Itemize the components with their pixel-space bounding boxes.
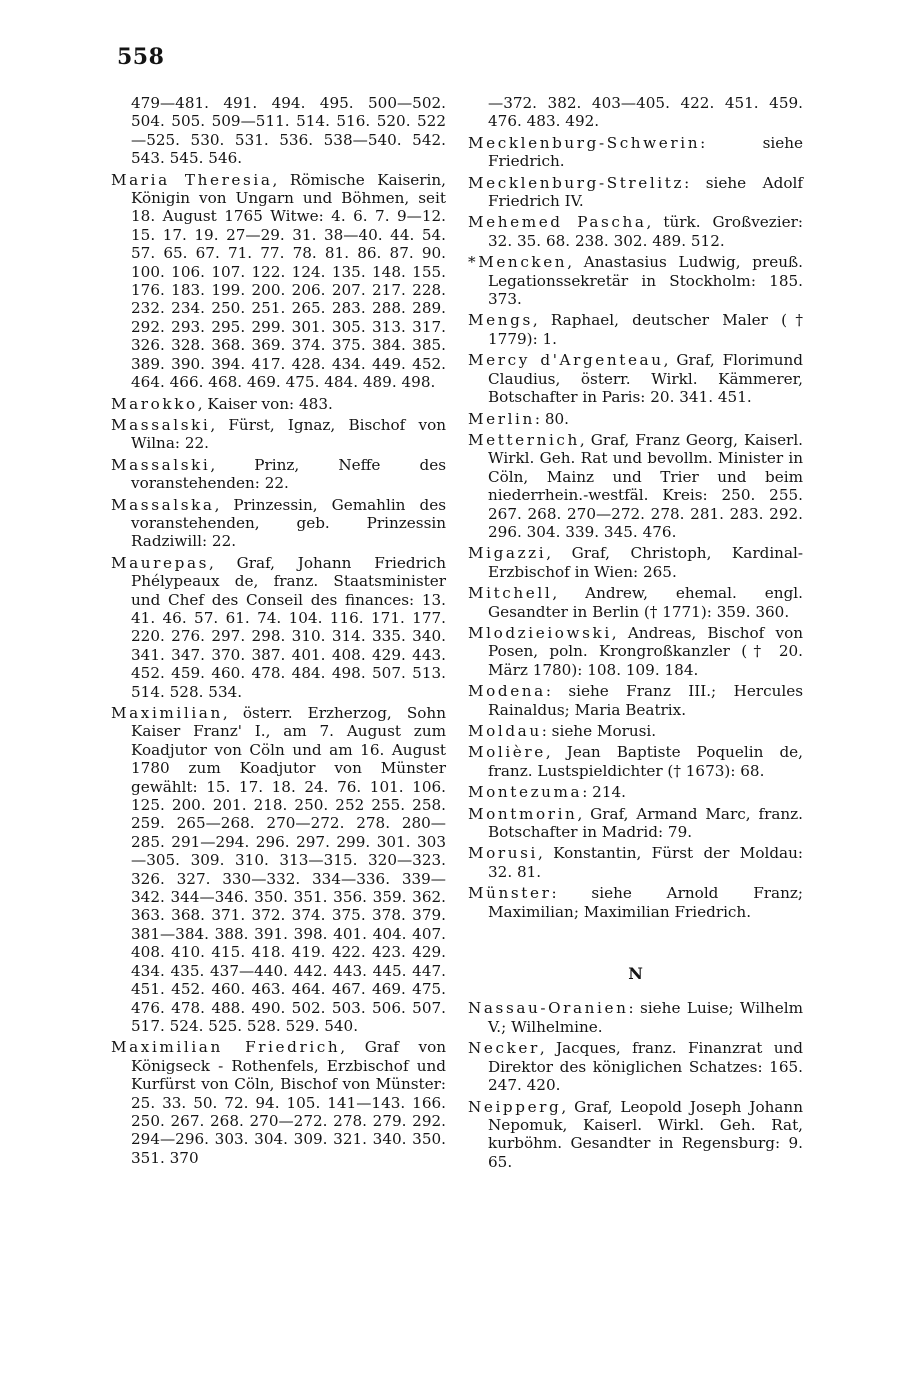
entry-heading: Mecklenburg-Schwerin (468, 133, 701, 152)
entry-text: , Graf, Christoph, Kardinal-Erzbischof in Wien: 265. (488, 544, 803, 581)
entry-heading: Maria Theresia (111, 170, 273, 189)
entry-heading: Massalski (111, 415, 211, 434)
entry-text: , Graf, Franz Georg, Kaiserl. Wirkl. Geh. Rat und bevollm. Minister in Cöln, Mainz und Trier und beim niederrhein.-westfäl. Kreis: 250. 255. 267. 268. 270—272. 278. 281. 283. 292. 296. 304. 339. 345. 476. (488, 430, 803, 541)
entry-heading: Massalski (111, 455, 211, 474)
index-entry (468, 722, 803, 740)
entry-heading: Mlodzieiowski (468, 623, 612, 642)
entry-heading: Mehemed Pascha (468, 213, 647, 232)
entry-heading: Morusi (468, 844, 538, 863)
entry-heading: Modena (468, 682, 546, 701)
entry-heading: Metternich (468, 430, 580, 449)
entry-text: : siehe Arnold Franz; Maximilian; Maximilian Friedrich. (488, 884, 803, 921)
index-entry (468, 544, 803, 581)
entry-heading: Maximilian Friedrich (111, 1038, 341, 1057)
entry-heading: Merlin (468, 409, 535, 428)
entry-heading: Maximilian (111, 704, 223, 722)
index-entry (468, 174, 803, 211)
index-entry (468, 253, 803, 308)
entry-text: : 214. (582, 783, 626, 802)
index-entry (468, 134, 803, 171)
entry-text: , Konstantin, Fürst der Moldau: 32. 81. (488, 844, 803, 881)
page-number: 558 (117, 44, 165, 70)
entry-text: 479—481. 491. 494. 495. 500—502. 504. 505. 509—511. 514. 516. 520. 522—525. 530. 531. 536. 538—540. 542. 543. 545. 546. (131, 94, 446, 168)
entry-text: , Römische Kaiserin, Königin von Ungarn und Böhmen, seit 18. August 1765 Witwe: 4. 6. 7. 9—12. 15. 17. 19. 27—29. 31. 38—40. 44. 54. 57. 65. 67. 71. 77. 78. 81. 86. 87. 90. 100. 106. 107. 122. 124. 135. 148. 155. 176. 183. 199. 200. 206. 207. 217. 228. 232. 234. 250. 251. 265. 283. 288. 289. 292. 293. 295. 299. 301. 305. 313. 317. 326. 328. 368. 369. 374. 375. 384. 385. 389. 390. 394. 417. 428. 434. 449. 452. 464. 466. 468. 469. 475. 484. 489. 498. (131, 170, 447, 392)
index-entry (468, 682, 803, 719)
entry-text: : siehe Friedrich. (488, 133, 803, 171)
entry-heading: Massalska (111, 495, 215, 514)
entry-text: : siehe Luise; Wilhelm V.; Wilhelmine. (488, 999, 803, 1036)
entry-text: , Anastasius Ludwig, preuß. Legationssekretär in Stockholm: 185. 373. (488, 253, 803, 309)
entry-heading: Montmorin (468, 804, 578, 823)
entry-heading: Migazzi (468, 544, 547, 563)
index-entry (468, 844, 803, 881)
index-entry (468, 351, 803, 406)
entry-text: , Jean Baptiste Poquelin de, franz. Lustspieldichter († 1673): 68. (488, 743, 803, 780)
entry-heading: Mitchell (468, 584, 553, 603)
index-entry-continuation (111, 94, 446, 168)
index-entry (468, 743, 803, 780)
index-entry (468, 1098, 803, 1172)
index-entry (111, 456, 446, 493)
entry-text: , türk. Großvezier: 32. 35. 68. 238. 302. 489. 512. (488, 213, 804, 250)
entry-text: , Graf, Armand Marc, franz. Botschafter in Madrid: 79. (488, 804, 803, 842)
entry-heading: Mengs (468, 311, 533, 330)
entry-text: : siehe Adolf Friedrich IV. (488, 173, 803, 211)
index-entry (111, 496, 446, 551)
entry-text: , Prinz, Neffe des voranstehenden: 22. (131, 455, 446, 493)
entry-heading: Mercy d'Argenteau (468, 351, 664, 370)
entry-text: , Fürst, Ignaz, Bischof von Wilna: 22. (131, 415, 446, 453)
entry-heading: Montezuma (468, 783, 583, 802)
entry-heading: Marokko (111, 394, 198, 413)
left-column (111, 94, 446, 1170)
entry-text: , Prinzessin, Gemahlin des voranstehenden, geb. Prinzessin Radziwill: 22. (131, 495, 446, 551)
section-letter-heading: N (628, 964, 643, 984)
entry-text: , Graf, Florimund Claudius, österr. Wirkl. Kämmerer, Botschafter in Paris: 20. 341. 451. (488, 351, 803, 407)
entry-heading: *Mencken (468, 253, 568, 272)
right-column (468, 94, 803, 1174)
index-entry-continuation (468, 94, 803, 131)
entry-text: , Andreas, Bischof von Posen, poln. Krongroßkanzler († 20. März 1780): 108. 109. 184. (488, 623, 803, 679)
entry-text: , Andrew, ehemal. engl. Gesandter in Berlin († 1771): 359. 360. (488, 584, 803, 621)
entry-text: , Graf, Johann Friedrich Phélypeaux de, franz. Staatsminister und Chef des Conseil des finances: 13. 41. 46. 57. 61. 74. 104. 116. 171. 177. 220. 276. 297. 298. 310. 314. 335. 340. 341. 347. 370. 387. 401. 408. 429. 443. 452. 459. 460. 478. 484. 498. 507. 513. 514. 528. 534. (131, 553, 446, 701)
index-entry (111, 1038, 446, 1167)
index-entry (111, 171, 446, 392)
index-entry (468, 884, 803, 921)
entry-heading: Molière (468, 743, 546, 762)
entry-heading: Mecklenburg-Strelitz (468, 173, 685, 192)
entry-heading: Moldau (468, 722, 542, 740)
entry-text: , österr. Erzherzog, Sohn Kaiser Franz' I., am 7. August zum Koadjutor von Cöln und am 16. August 1780 zum Koadjutor von Münster gewählt: 15. 17. 18. 24. 76. 101. 106. 125. 200. 201. 218. 250. 252 255. 258. 259. 265—268. 270—272. 278. 280—285. 291—294. 296. 297. 299. 301. 303—305. 309. 310. 313—315. 320—323. 326. 327. 330—332. 334—336. 339—342. 344—346. 350. 351. 356. 359. 362. 363. 368. 371. 372. 374. 375. 378. 379. 381—384. 388. 391. 398. 401. 404. 407. 408. 410. 415. 418. 419. 422. 423. 429. 434. 435. 437—440. 442. 443. 445. 447. 451. 452. 460. 463. 464. 467. 469. 475. 476. 478. 488. 490. 502. 503. 506. 507. 517. 524. 525. 528. 529. 540. (131, 704, 446, 1035)
index-entry (111, 416, 446, 453)
entry-text: , Kaiser von: 483. (197, 394, 333, 413)
entry-heading: Nassau-Oranien (468, 999, 629, 1018)
index-entry (468, 624, 803, 679)
index-entry (111, 554, 446, 701)
entry-heading: Necker (468, 1039, 540, 1058)
index-entry (468, 410, 803, 428)
index-entry (468, 213, 803, 250)
entry-text: : 80. (534, 409, 570, 428)
entry-heading: Münster (468, 884, 552, 903)
index-entry (468, 311, 803, 348)
entry-text: , Raphael, deutscher Maler († 1779): 1. (488, 311, 803, 348)
index-entry (111, 395, 446, 413)
index-entry (111, 704, 446, 1035)
index-entry (468, 1039, 803, 1094)
entry-heading: Neipperg (468, 1097, 562, 1116)
entry-text: —372. 382. 403—405. 422. 451. 459. 476. 483. 492. (488, 94, 803, 131)
index-entry (468, 805, 803, 842)
entry-heading: Maurepas (111, 553, 210, 572)
entry-text: , Graf, Leopold Joseph Johann Nepomuk, Kaiserl. Wirkl. Geh. Rat, kurböhm. Gesandter in Regensburg: 9. 65. (488, 1097, 803, 1171)
index-entry (468, 431, 803, 541)
index-entry (468, 584, 803, 621)
entry-text: : siehe Morusi. (541, 722, 657, 740)
entry-text: , Graf von Königseck - Rothenfels, Erzbischof und Kurfürst von Cöln, Bischof von Münster: 25. 33. 50. 72. 94. 105. 141—143. 166. 250. 267. 268. 270—272. 278. 279. 292. 294—296. 303. 304. 309. 321. 340. 350. 351. 370 (131, 1038, 447, 1167)
index-entry (468, 999, 803, 1036)
entry-text: : siehe Franz III.; Hercules Rainaldus; Maria Beatrix. (488, 682, 803, 719)
index-entry (468, 783, 803, 801)
entry-text: , Jacques, franz. Finanzrat und Direktor des königlichen Schatzes: 165. 247. 420. (488, 1039, 803, 1095)
